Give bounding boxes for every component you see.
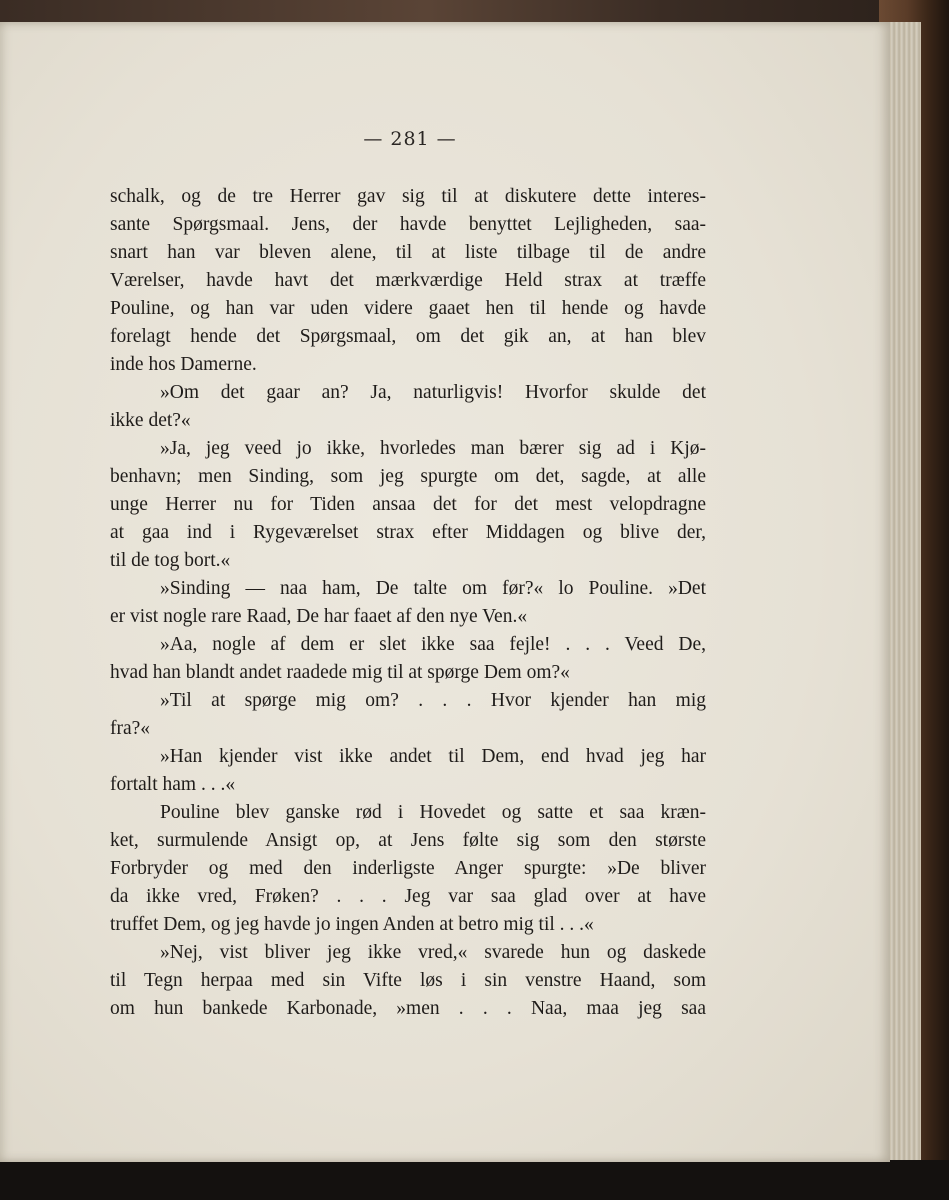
page-number: — 281 — [363, 128, 457, 150]
text-line: snart han var bleven alene, til at liste tilbage til de andre [110, 242, 706, 263]
text-line: »Sinding — naa ham, De talte om før?« lo Pouline. »Det [160, 578, 706, 599]
text-line: sante Spørgsmaal. Jens, der havde benyttet Lejligheden, saa- [110, 214, 706, 235]
text-line: unge Herrer nu for Tiden ansaa det for det mest velopdragne [110, 494, 706, 515]
text-line: »Til at spørge mig om? . . . Hvor kjender han mig [160, 690, 706, 711]
text-line: hvad han blandt andet raadede mig til at spørge Dem om?« [110, 662, 570, 683]
text-line: »Nej, vist bliver jeg ikke vred,« svarede hun og daskede [160, 942, 706, 963]
text-line: er vist nogle rare Raad, De har faaet af den nye Ven.« [110, 606, 528, 627]
text-line: »Om det gaar an? Ja, naturligvis! Hvorfor skulde det [160, 382, 706, 403]
text-line: inde hos Damerne. [110, 354, 257, 375]
text-line: »Aa, nogle af dem er slet ikke saa fejle! . . . Veed De, [160, 634, 706, 655]
scan-background-bottom [0, 1160, 949, 1200]
text-line: Forbryder og med den inderligste Anger spurgte: »De bliver [110, 858, 706, 879]
text-line: schalk, og de tre Herrer gav sig til at diskutere dette interes- [110, 186, 706, 207]
text-line: ikke det?« [110, 410, 191, 431]
body-text [110, 183, 706, 1023]
text-line: til de tog bort.« [110, 550, 231, 571]
text-line: truffet Dem, og jeg havde jo ingen Anden at betro mig til . . .« [110, 914, 594, 935]
text-line: forelagt hende det Spørgsmaal, om det gik an, at han blev [110, 326, 706, 347]
text-line: Pouline blev ganske rød i Hovedet og satte et saa kræn- [160, 802, 706, 823]
text-line: ket, surmulende Ansigt op, at Jens følte sig som den største [110, 830, 706, 851]
text-line: Pouline, og han var uden videre gaaet hen til hende og havde [110, 298, 706, 319]
text-line: at gaa ind i Rygeværelset strax efter Middagen og blive der, [110, 522, 706, 543]
text-line: fra?« [110, 718, 151, 739]
text-line: benhavn; men Sinding, som jeg spurgte om det, sagde, at alle [110, 466, 706, 487]
book-page [0, 22, 890, 1162]
text-line: da ikke vred, Frøken? . . . Jeg var saa glad over at have [110, 886, 706, 907]
text-line: fortalt ham . . .« [110, 774, 236, 795]
text-line: til Tegn herpaa med sin Vifte løs i sin venstre Haand, som [110, 970, 706, 991]
text-line: om hun bankede Karbonade, »men . . . Naa, maa jeg saa [110, 998, 706, 1019]
text-line: »Ja, jeg veed jo ikke, hvorledes man bærer sig ad i Kjø- [160, 438, 706, 459]
text-line: Værelser, havde havt det mærkværdige Held strax at træffe [110, 270, 706, 291]
text-line: »Han kjender vist ikke andet til Dem, end hvad jeg har [160, 746, 706, 767]
